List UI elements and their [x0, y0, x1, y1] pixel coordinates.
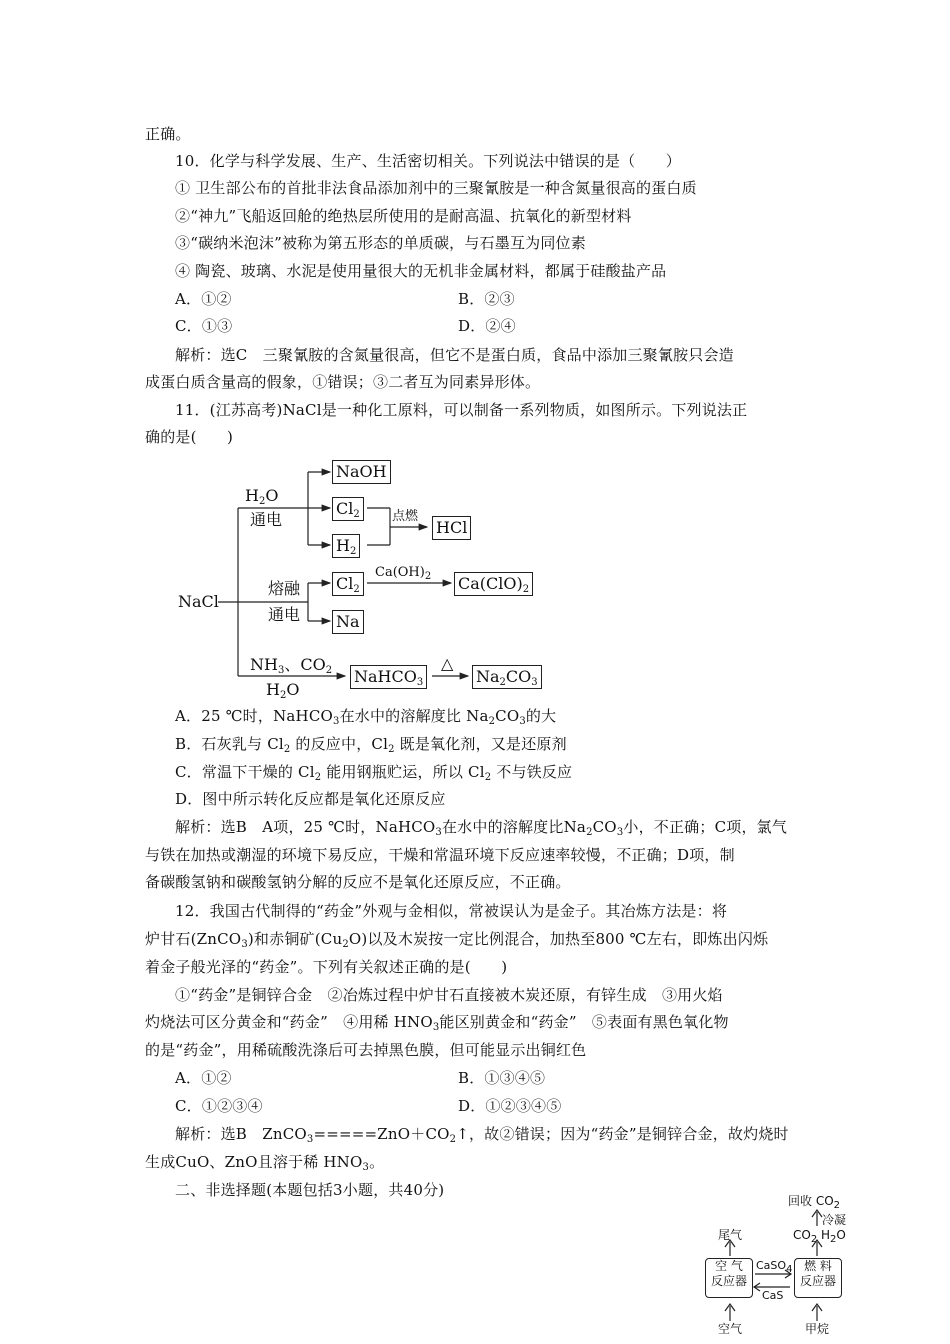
analysis-12-line1: 解析：选B $ZnCO_3=====ZnO+CO_2↑$，故②错误；因为“药金”是铜锌合金，故灼烧时: [175, 1125, 789, 1145]
na2co3-box: $Na_2CO_3$: [472, 665, 542, 689]
analysis-12-line2: 生成CuO、ZnO且溶于稀 $HNO_3$。: [145, 1153, 385, 1173]
air-label: 空气: [718, 1322, 743, 1336]
nacl-label: NaCl: [178, 592, 219, 611]
nh3-co2-label: $NH_3$、$CO_2$: [250, 655, 333, 676]
h2o-label-2: $H_2O$: [266, 680, 300, 701]
hcl-box: HCl: [432, 516, 471, 540]
tail-gas-label: 尾气: [718, 1228, 743, 1242]
statements-12-line1: ①“药金”是铜锌合金 ②冶炼过程中炉甘石直接被木炭还原，有锌生成 ③用火焰: [175, 986, 723, 1004]
caclo2-box: $Ca(ClO)_2$: [454, 572, 533, 596]
recover-co2-label: 回收 $CO_2$: [788, 1194, 841, 1211]
statement-1: ① 卫生部公布的首批非法食品添加剂中的三聚氰胺是一种含氮量很高的蛋白质: [175, 179, 697, 197]
fuel-reactor-box: 燃 料 反应器: [794, 1258, 842, 1298]
naoh-box: NaOH: [332, 460, 391, 484]
option-12-a: A．①②: [175, 1069, 232, 1087]
caso4-label: CaSO$_4$: [756, 1259, 793, 1275]
molten-label: 熔融: [268, 579, 301, 598]
option-11-d: D．图中所示转化反应都是氧化还原反应: [175, 790, 446, 808]
h2o-label: $H_2O$: [245, 486, 279, 507]
cl2-box-top: $Cl_2$: [332, 497, 364, 521]
statement-4: ④ 陶瓷、玻璃、水泥是使用量很大的无机非金属材料，都属于硅酸盐产品: [175, 262, 667, 280]
option-d: D．②④: [458, 317, 516, 335]
electrolysis-label: 通电: [250, 510, 283, 529]
option-12-d: D．①②③④⑤: [458, 1097, 562, 1115]
analysis-10-line2: 成蛋白质含量高的假象，①错误；③二者互为同素异形体。: [145, 373, 541, 391]
nahco3-box: NaHCO$_3$: [350, 665, 427, 689]
na-box: Na: [332, 610, 364, 634]
question-12-stem-2: 炉甘石(ZnCO$_3$)和赤铜矿$(Cu_2O)$以及木炭按一定比例混合，加热至800 ℃左右，即炼出闪烁: [145, 930, 769, 950]
h2-box: $H_2$: [332, 534, 360, 558]
question-12-stem: 12．我国古代制得的“药金”外观与金相似，常被误认为是金子。其冶炼方法是：将: [175, 902, 728, 920]
caoh2-label: $Ca(OH)_2$: [375, 565, 432, 582]
option-b: B．②③: [458, 290, 515, 308]
option-11-a: A．25 ℃时，NaHCO$_3$在水中的溶解度比 $Na_2CO_3$的大: [175, 707, 557, 727]
analysis-11-line2: 与铁在加热或潮湿的环境下易反应，干燥和常温环境下反应速率较慢，不正确；D项，制: [145, 846, 735, 864]
methane-label: 甲烷: [805, 1322, 830, 1336]
question-12-stem-3: 着金子般光泽的“药金”。下列有关叙述正确的是( ): [145, 958, 508, 976]
nacl-reaction-diagram: [170, 455, 570, 700]
analysis-10-line1: 解析：选C 三聚氰胺的含氮量很高，但它不是蛋白质，食品中添加三聚氰胺只会造: [175, 346, 734, 364]
heat-label: △: [441, 654, 454, 673]
question-11-stem: 11．(江苏高考)NaCl是一种化工原料，可以制备一系列物质，如图所示。下列说法正: [175, 401, 748, 419]
statement-2: ②“神九”飞船返回舱的绝热层所使用的是耐高温、抗氧化的新型材料: [175, 207, 632, 225]
condense-label: 冷凝: [822, 1213, 847, 1227]
option-11-b: B．石灰乳与 $Cl_2$ 的反应中，$Cl_2$ 既是氧化剂，又是还原剂: [175, 735, 567, 755]
option-c: C．①③: [175, 317, 233, 335]
option-12-c: C．①②③④: [175, 1097, 263, 1115]
analysis-11-line1: 解析：选B A项，25 ℃时，NaHCO$_3$在水中的溶解度比$Na_2CO_3$小，不正确；C项，氯气: [175, 818, 788, 838]
cl2-box-bottom: $Cl_2$: [332, 572, 364, 596]
statements-12-line3: 的是“药金”，用稀硫酸洗涤后可去掉黑色膜，但可能显示出铜红色: [145, 1041, 587, 1059]
statement-3: ③“碳纳米泡沫”被称为第五形态的单质碳，与石墨互为同位素: [175, 234, 586, 252]
electrolysis-label-2: 通电: [268, 605, 301, 624]
question-11-stem-2: 确的是( ): [145, 428, 234, 446]
analysis-11-line3: 备碳酸氢钠和碳酸氢钠分解的反应不是氧化还原反应，不正确。: [145, 873, 571, 891]
co2-h2o-label: $CO_2$ $H_2O$: [793, 1228, 846, 1245]
option-12-b: B．①③④⑤: [458, 1069, 546, 1087]
cas-label: CaS: [762, 1289, 784, 1302]
section-heading: 二、非选择题(本题包括3小题，共40分): [175, 1181, 445, 1199]
option-a: A．①②: [175, 290, 232, 308]
chemical-looping-figure: [700, 1188, 860, 1338]
ignite-label: 点燃: [392, 509, 419, 524]
air-reactor-box: 空 气 反应器: [705, 1258, 753, 1298]
question-10-stem: 10．化学与科学发展、生产、生活密切相关。下列说法中错误的是（ ）: [175, 152, 681, 170]
option-11-c: C．常温下干燥的 $Cl_2$ 能用钢瓶贮运，所以 $Cl_2$ 不与铁反应: [175, 763, 573, 783]
statements-12-line2: 灼烧法可区分黄金和“药金” ④用稀 $HNO_3$能区别黄金和“药金” ⑤表面有黑色氧化物: [145, 1013, 729, 1033]
text-line: 正确。: [145, 125, 191, 143]
